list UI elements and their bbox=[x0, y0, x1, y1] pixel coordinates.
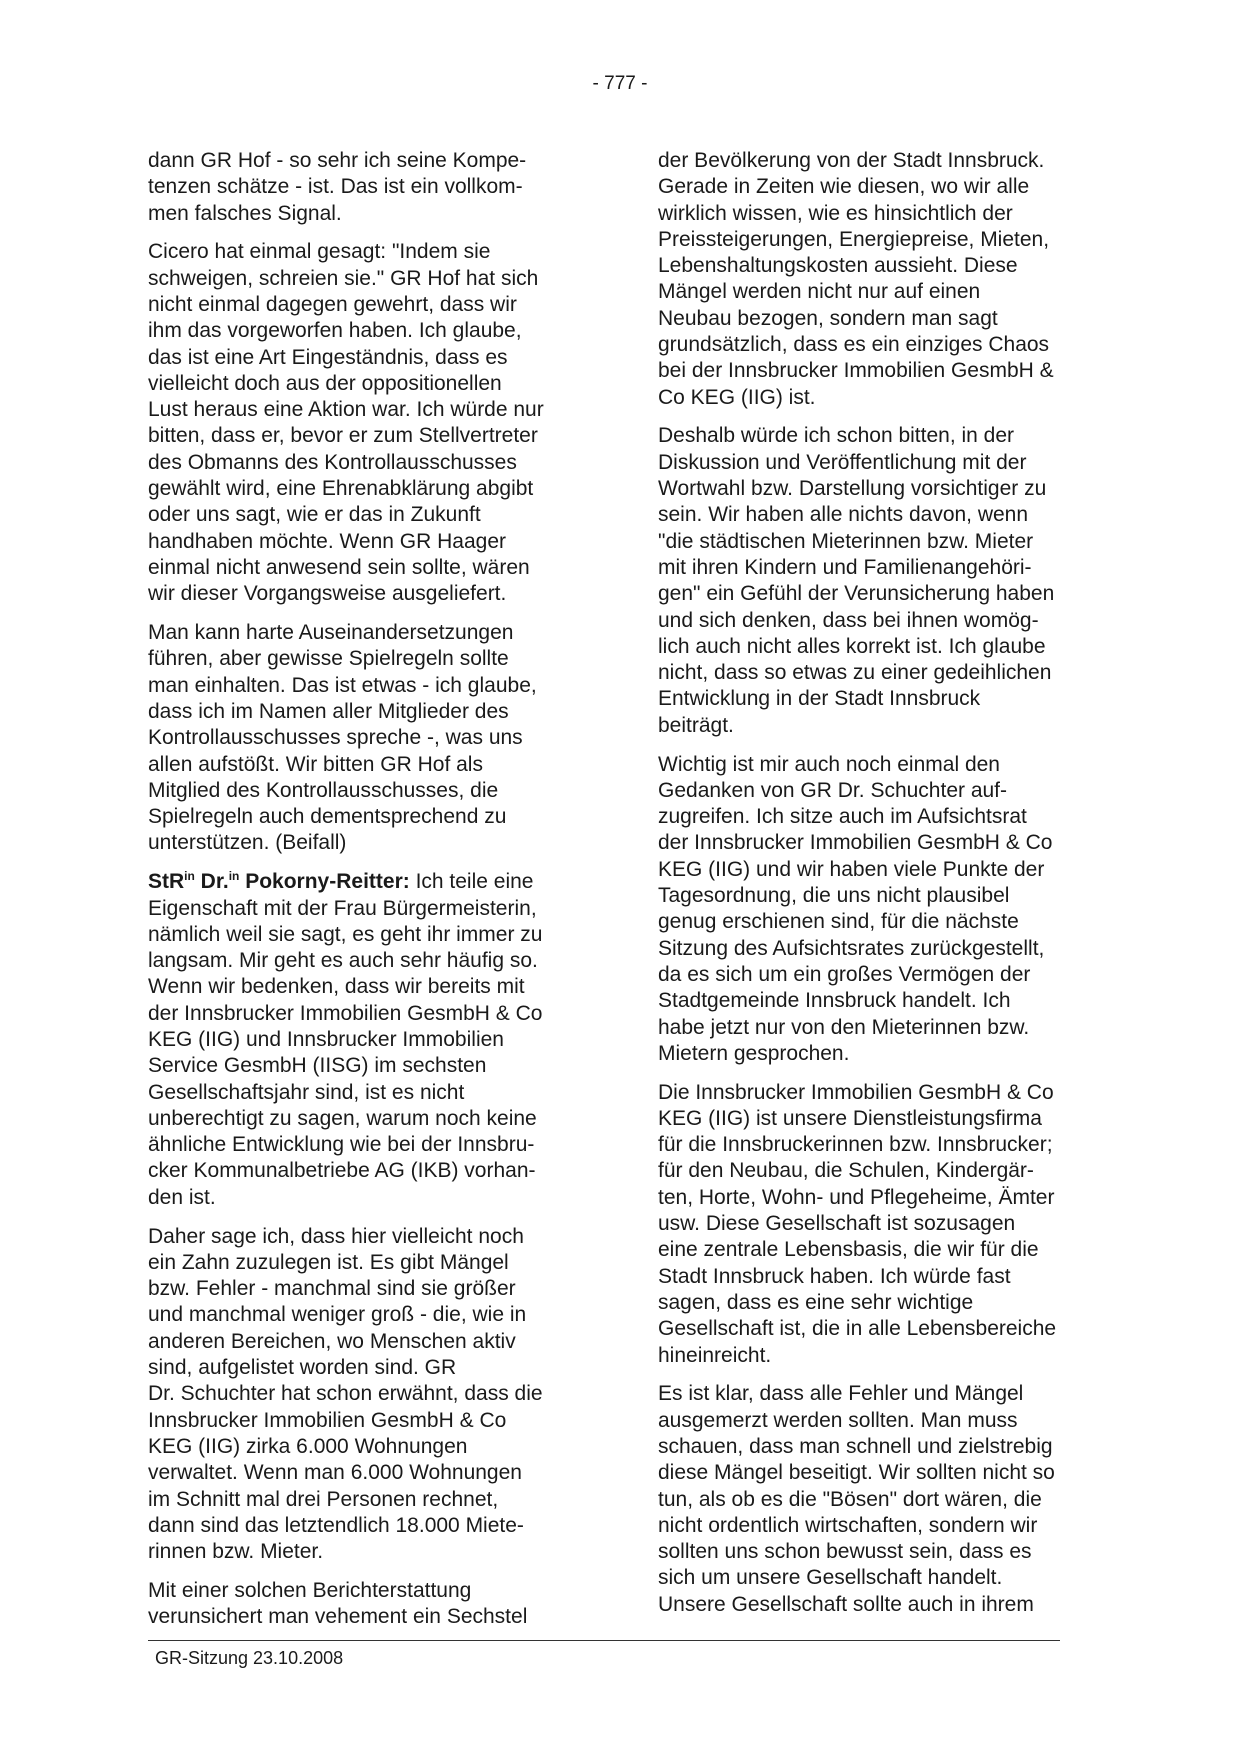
page-number: - 777 - bbox=[592, 73, 648, 94]
paragraph: Man kann harte Auseinandersetzungen führen, aber gewisse Spielregeln sollte man einhalten. Das ist etwas - ich glaube, dass ich im Namen aller Mitglieder des Kontrollausschusses spreche -, was uns allen aufstößt. Wir bitten GR Hof als Mitglied des Kontrollausschusses, die Spielregeln auch dementsprechend zu unterstützen. (Beifall) bbox=[148, 621, 537, 855]
speaker-title-suffix: in bbox=[184, 869, 195, 884]
paragraph: Die Innsbrucker Immobilien GesmbH & Co KEG (IIG) ist unsere Dienstleistungsfirma für die Innsbruckerinnen bzw. Innsbrucker; für den Neubau, die Schulen, Kindergär- ten, Horte, Wohn- und Pflegeheime, Ämter usw. Diese Gesellschaft ist sozusagen eine zentrale Lebensbasis, die wir für die Stadt Innsbruck haben. Ich würde fast sagen, dass es eine sehr wichtige Gesellschaft ist, die in alle Lebensbereiche hineinreicht. bbox=[658, 1080, 1057, 1367]
speaker-paragraph bbox=[148, 869, 592, 1211]
paragraph: Daher sage ich, dass hier vielleicht noch ein Zahn zuzulegen ist. Es gibt Mängel bzw. Fehler - manchmal sind sie größer und manchmal weniger groß - die, wie in anderen Bereichen, wo Menschen aktiv sind, aufgelistet worden sind. GR Dr. Schuchter hat schon erwähnt, dass die Innsbrucker Immobilien GesmbH & Co KEG (IIG) zirka 6.000 Wohnungen verwaltet. Wenn man 6.000 Wohnungen im Schnitt mal drei Personen rechnet, dann sind das letztendlich 18.000 Miete- rinnen bzw. Mieter. bbox=[148, 1224, 543, 1564]
paragraph: Cicero hat einmal gesagt: "Indem sie schweigen, schreien sie." GR Hof hat sich nicht einmal dagegen gewehrt, dass wir ihm das vorgeworfen haben. Ich glaube, das ist eine Art Eingeständnis, dass es vielleicht doch aus der oppositionellen Lust heraus eine Aktion war. Ich würde nur bitten, dass er, bevor er zum Stellvertreter des Obmanns des Kontrollausschusses gewählt wird, eine Ehrenabklärung abgibt oder uns sagt, wie er das in Zukunft handhaben möchte. Wenn GR Haager einmal nicht anwesend sein sollte, wären wir dieser Vorgangsweise ausgeliefert. bbox=[148, 240, 544, 606]
paragraph: dann GR Hof - so sehr ich seine Kompe- tenzen schätze - ist. Das ist ein vollkom- men falsches Signal. bbox=[148, 149, 527, 225]
footer-text: GR-Sitzung 23.10.2008 bbox=[155, 1648, 344, 1668]
speaker-name bbox=[148, 870, 410, 893]
paragraph: der Bevölkerung von der Stadt Innsbruck. Gerade in Zeiten wie diesen, wo wir alle wirklich wissen, wie es hinsichtlich der Preissteigerungen, Energiepreise, Mieten, Lebenshaltungskosten aussieht. Diese Mängel werden nicht nur auf einen Neubau bezogen, sondern man sagt grundsätzlich, dass es ein einziges Chaos bei der Innsbrucker Immobilien GesmbH & Co KEG (IIG) ist. bbox=[658, 149, 1054, 409]
paragraph: Mit einer solchen Berichterstattung verunsichert man vehement ein Sechstel bbox=[148, 1578, 528, 1629]
speaker-degree: Dr. bbox=[194, 870, 229, 894]
paragraph: Deshalb würde ich schon bitten, in der Diskussion und Veröffentlichung mit der Wortwahl bzw. Darstellung vorsichtiger zu sein. Wir haben alle nichts davon, wenn "die städtischen Mieterinnen bzw. Mieter mit ihren Kindern und Familienangehöri- gen" ein Gefühl der Verunsicherung haben und sich denken, dass bei ihnen womög- lich auch nicht alles korrekt ist. Ich glaube nicht, dass so etwas zu einer gedeihlichen Entwicklung in der Stadt Innsbruck beiträgt. bbox=[658, 424, 1055, 737]
speech-text: Ich teile eine Eigenschaft mit der Frau Bürgermeisterin, nämlich weil sie sagt, es geht ihr immer zu langsam. Mir geht es auch sehr häufig so. Wenn wir bedenken, dass wir bereits mit der Innsbrucker Immobilien GesmbH & Co KEG (IIG) und Innsbrucker Immobilien Service GesmbH (IISG) im sechsten Gesellschaftsjahr sind, ist es nicht unberechtigt zu sagen, warum noch keine ähnliche Entwicklung wie bei der Innsbru- cker Kommunalbetriebe AG (IKB) vorhan- den ist. bbox=[148, 870, 543, 1209]
paragraph: Es ist klar, dass alle Fehler und Mängel ausgemerzt werden sollten. Man muss schauen, dass man schnell und zielstrebig diese Mängel beseitigt. Wir sollten nicht so tun, als ob es die "Bösen" dort wären, die nicht ordentlich wirtschaften, sondern wir sollten uns schon bewusst sein, dass es sich um unsere Gesellschaft handelt. Unsere Gesellschaft sollte auch in ihrem bbox=[658, 1382, 1055, 1616]
speaker-surname: Pokorny-Reitter: bbox=[239, 870, 410, 894]
right-column bbox=[658, 148, 1102, 1631]
footer-divider bbox=[148, 1640, 1060, 1641]
left-column bbox=[148, 148, 592, 1643]
speaker-title: StR bbox=[148, 870, 185, 894]
paragraph: Wichtig ist mir auch noch einmal den Gedanken von GR Dr. Schuchter auf- zugreifen. Ich sitze auch im Aufsichtsrat der Innsbrucker Immobilien GesmbH & Co KEG (IIG) und wir haben viele Punkte der Tagesordnung, die uns nicht plausibel genug erschienen sind, für die nächste Sitzung des Aufsichtsrates zurückgestellt, da es sich um ein großes Vermögen der Stadtgemeinde Innsbruck handelt. Ich habe jetzt nur von den Mieterinnen bzw. Mietern gesprochen. bbox=[658, 752, 1053, 1065]
speaker-degree-suffix: in bbox=[228, 869, 240, 884]
